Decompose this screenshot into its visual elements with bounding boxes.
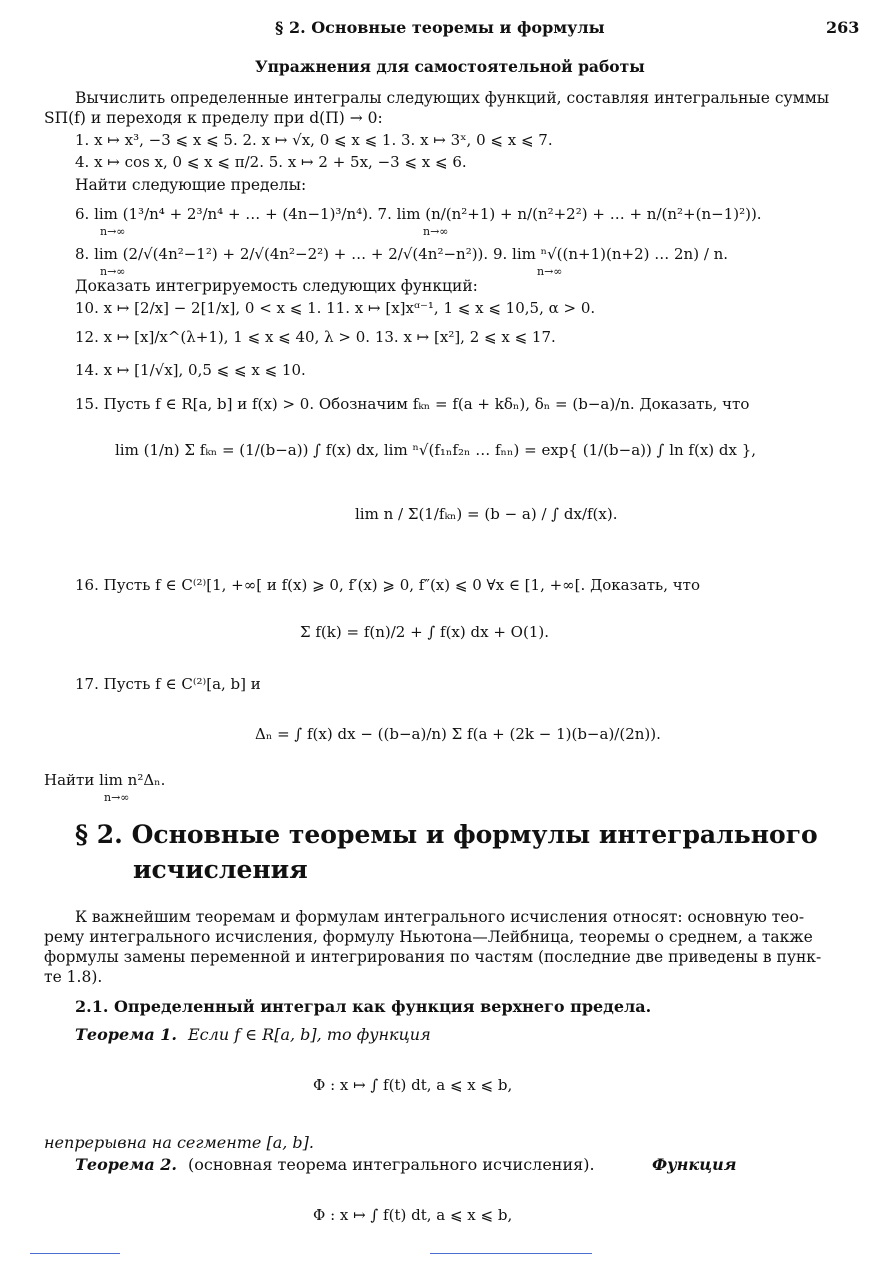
- exercise-17-find: Найти lim n²Δₙ.: [44, 771, 166, 789]
- limit-subscript-6: n→∞: [100, 225, 126, 238]
- limit-subscript-8: n→∞: [100, 265, 126, 278]
- limits-intro: Найти следующие пределы:: [75, 176, 307, 194]
- theorem-1-label: Теорема 1.: [75, 1025, 177, 1044]
- section-paragraph-line-3: формулы замены переменной и интегрирования по частям (последние две приведены в пунк-: [44, 948, 822, 966]
- exercises-8-9: 8. lim (2/√(4n²−1²) + 2/√(4n²−2²) + … + 2/√(4n²−n²)). 9. lim ⁿ√((n+1)(n+2) … 2n) / n.: [75, 245, 729, 263]
- section-paragraph-line-2: рему интегрального исчисления, формулу Ньютона—Лейбница, теоремы о среднем, а также: [44, 928, 813, 946]
- exercise-17-formula: Δₙ = ∫ f(x) dx − ((b−a)/n) Σ f(a + (2k − 1)(b−a)/(2n)).: [255, 725, 661, 743]
- exercises-10-11: 10. x ↦ [2/x] − 2[1/x], 0 < x ⩽ 1. 11. x ↦ [x]xᵅ⁻¹, 1 ⩽ x ⩽ 10,5, α > 0.: [75, 299, 596, 317]
- theorem-2-formula: Φ : x ↦ ∫ f(t) dt, a ⩽ x ⩽ b,: [313, 1206, 513, 1224]
- exercises-intro-line-1: Вычислить определенные интегралы следующих функций, составляя интегральные суммы: [75, 89, 830, 107]
- integrability-intro: Доказать интегрируемость следующих функций:: [75, 277, 478, 295]
- exercise-14: 14. x ↦ [1/√x], 0,5 ⩽ ⩽ x ⩽ 10.: [75, 361, 306, 379]
- section-title-line-1: § 2. Основные теоремы и формулы интегрального: [75, 820, 818, 849]
- theorem-2-label: Теорема 2.: [75, 1155, 177, 1174]
- section-paragraph-line-1: К важнейшим теоремам и формулам интегрального исчисления относят: основную тео-: [75, 908, 805, 926]
- subsection-title: 2.1. Определенный интеграл как функция верхнего предела.: [75, 997, 652, 1016]
- exercise-16-formula: Σ f(k) = f(n)/2 + ∫ f(x) dx + O(1).: [300, 623, 549, 641]
- limit-subscript-9: n→∞: [537, 265, 563, 278]
- exercises-intro-line-2: SΠ(f) и переходя к пределу при d(Π) → 0:: [44, 109, 383, 127]
- theorem-1-end: непрерывна на сегменте [a, b].: [44, 1133, 314, 1152]
- theorem-1-formula: Φ : x ↦ ∫ f(t) dt, a ⩽ x ⩽ b,: [313, 1076, 513, 1094]
- exercises-6-7: 6. lim (1³/n⁴ + 2³/n⁴ + … + (4n−1)³/n⁴). 7. lim (n/(n²+1) + n/(n²+2²) + … + n/(n²+(n−1)²)).: [75, 205, 762, 223]
- limit-subscript-7: n→∞: [423, 225, 449, 238]
- exercises-title: Упражнения для самостоятельной работы: [255, 57, 645, 76]
- exercises-12-13: 12. x ↦ [x]/x^(λ+1), 1 ⩽ x ⩽ 40, λ > 0. 13. x ↦ [x²], 2 ⩽ x ⩽ 17.: [75, 328, 556, 346]
- exercise-15-formula-1: lim (1/n) Σ fₖₙ = (1/(b−a)) ∫ f(x) dx, lim ⁿ√(f₁ₙf₂ₙ … fₙₙ) = exp{ (1/(b−a)) ∫ ln f(x) dx },: [115, 441, 757, 459]
- theorem-2-text: (основная теорема интегрального исчисления).: [188, 1155, 595, 1174]
- limit-subscript-17: n→∞: [104, 791, 130, 804]
- exercises-4-5: 4. x ↦ cos x, 0 ⩽ x ⩽ π/2. 5. x ↦ 2 + 5x, −3 ⩽ x ⩽ 6.: [75, 153, 467, 171]
- exercises-1-3: 1. x ↦ x³, −3 ⩽ x ⩽ 5. 2. x ↦ √x, 0 ⩽ x ⩽ 1. 3. x ↦ 3ˣ, 0 ⩽ x ⩽ 7.: [75, 131, 553, 149]
- section-paragraph-line-4: те 1.8).: [44, 968, 103, 986]
- exercise-15-text: 15. Пусть f ∈ R[a, b] и f(x) > 0. Обозначим fₖₙ = f(a + kδₙ), δₙ = (b−a)/n. Доказать, что: [75, 395, 750, 413]
- exercise-17-text: 17. Пусть f ∈ C⁽²⁾[a, b] и: [75, 675, 261, 693]
- running-title: § 2. Основные теоремы и формулы: [275, 18, 605, 37]
- theorem-1-text: Если f ∈ R[a, b], то функция: [188, 1025, 431, 1044]
- page-number: 263: [826, 18, 860, 37]
- exercise-15-formula-2: lim n / Σ(1/fₖₙ) = (b − a) / ∫ dx/f(x).: [355, 505, 618, 523]
- footer-link-underline-left: [30, 1253, 120, 1254]
- exercise-16-text: 16. Пусть f ∈ C⁽²⁾[1, +∞[ и f(x) ⩾ 0, f′(x) ⩾ 0, f″(x) ⩽ 0 ∀x ∈ [1, +∞[. Доказать, что: [75, 576, 700, 594]
- theorem-2-function-word: Функция: [652, 1155, 737, 1174]
- footer-link-underline-right: [430, 1253, 592, 1254]
- section-title-line-2: исчисления: [133, 855, 308, 884]
